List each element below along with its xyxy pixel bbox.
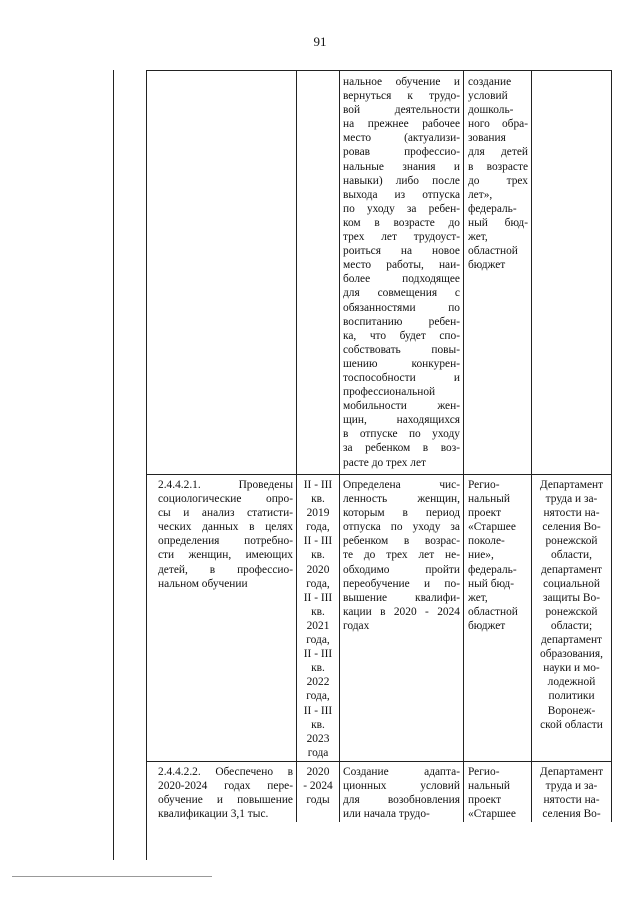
text-line: 2022 [306, 676, 330, 689]
text-line: кв. [311, 605, 325, 618]
text-line: «Старшее [468, 521, 516, 534]
text-line: защиты Во- [543, 591, 600, 604]
row1-result-cell [343, 478, 460, 633]
row1-period-cell [299, 478, 337, 760]
text-line: года, [306, 634, 330, 647]
text-line: в возрасте [468, 160, 528, 173]
text-line: труда и за- [545, 493, 598, 506]
text-line: жет, [468, 231, 488, 244]
text-line: образования, [540, 648, 603, 661]
text-line: кв. [311, 493, 325, 506]
text-line: бюджет [468, 619, 506, 632]
text-line: кв. [311, 549, 325, 562]
text-line: нятости на- [543, 794, 600, 807]
text-line: по уходу за ребен- [343, 202, 460, 215]
text-line: нальный [468, 780, 510, 793]
text-line: II - III [303, 648, 333, 661]
text-line: нятости на- [543, 507, 600, 520]
text-line: области, [551, 549, 592, 562]
row2-responsible-lines [533, 765, 610, 821]
text-line: Департамент [539, 766, 604, 778]
text-line: науки и мо- [543, 662, 600, 675]
text-line: областной [468, 245, 518, 258]
text-line: Регио- [468, 479, 500, 491]
text-line: лет», [468, 188, 493, 201]
grid-line [463, 70, 464, 822]
grid-line [146, 70, 147, 860]
text-line: ние», [468, 549, 494, 562]
row1-period-lines [299, 478, 337, 760]
text-line: 2020 [306, 766, 330, 778]
text-line: место (актуализи- [343, 132, 460, 145]
text-line: детей, в профессио- [158, 563, 293, 576]
text-line: или начала трудо- [343, 808, 430, 821]
text-line: обучение и повышение [158, 794, 293, 807]
text-line: место работы, наи- [343, 259, 460, 272]
row2-responsible-cell [533, 765, 610, 821]
text-line: нальный [468, 493, 510, 506]
row1-responsible-lines [533, 478, 610, 732]
text-line: года, [306, 690, 330, 703]
continued-source-lines [468, 75, 528, 272]
text-line: собствовать повы- [343, 343, 460, 356]
text-line: сы и анализ статисти- [158, 507, 293, 520]
text-line: департамент [540, 563, 603, 576]
text-line: годы [306, 794, 330, 807]
text-line: поколе- [468, 535, 505, 548]
text-line: для детей [468, 146, 528, 159]
grid-line [296, 70, 297, 822]
text-line: ком в возрасте до [343, 216, 460, 229]
text-line: щин, находящихся [343, 414, 460, 427]
text-line: которым в период [343, 507, 460, 520]
row2-source-lines [468, 765, 528, 821]
text-line: годах [343, 619, 370, 632]
row1-source-lines [468, 478, 528, 633]
text-line: нальные знания и [343, 160, 460, 173]
text-line: Создание адапта- [343, 766, 460, 778]
text-line: II - III [303, 591, 333, 604]
row1-measure-lines [158, 478, 293, 591]
text-line: селения Во- [542, 808, 601, 821]
text-line: года, [306, 521, 330, 534]
text-line: выхода из отпуска [343, 188, 460, 201]
text-line: в отпуске по уходу [343, 428, 460, 441]
text-line: II - III [303, 535, 333, 548]
text-line: мобильности жен- [343, 400, 460, 413]
text-line: для совмещения с [343, 287, 460, 300]
text-line: до трех [468, 174, 528, 187]
row2-measure-lines [158, 765, 293, 821]
text-line: ный бюд- [468, 216, 528, 229]
text-line: вышение квалифи- [343, 591, 460, 604]
text-line: Регио- [468, 766, 500, 778]
text-line: бюджет [468, 259, 506, 272]
text-line: Определена чис- [343, 479, 460, 491]
text-line: навыки) либо после [343, 174, 460, 187]
text-line: сти женщин, имеющих [158, 549, 293, 562]
text-line: лодежной [547, 676, 596, 689]
text-line: года [307, 746, 329, 759]
row2-result-lines [343, 765, 460, 821]
text-line: проект [468, 507, 502, 520]
text-line: департамент [540, 634, 603, 647]
text-line: жет, [468, 591, 488, 604]
text-line: - 2024 [303, 780, 333, 793]
text-line: ленность женщин, [343, 493, 460, 506]
text-line: II - III [303, 704, 333, 717]
text-line: социологические опро- [158, 493, 293, 506]
text-line: кв. [311, 662, 325, 675]
continued-source-cell [468, 75, 528, 272]
text-line: те до трех лет не- [343, 549, 460, 562]
text-line: 2020 [306, 563, 330, 576]
text-line: более подходящее [343, 273, 460, 286]
text-line: области; [550, 619, 593, 632]
row1-responsible-cell [533, 478, 610, 732]
text-line: ребенком в возрас- [343, 535, 460, 548]
text-line: создание [468, 76, 512, 88]
row2-source-cell [468, 765, 528, 821]
text-line: профессиональной [343, 386, 436, 399]
text-line: ка, что будет спо- [343, 329, 460, 342]
text-line: на прежнее рабочее [343, 118, 460, 131]
text-line: тоспособности и [343, 371, 460, 384]
text-line: квалификации 3,1 тыс. [158, 808, 269, 821]
text-line: ный бюд- [468, 577, 515, 590]
text-line: 2.4.4.2.1. Проведены [158, 479, 293, 491]
row1-source-cell [468, 478, 528, 633]
text-line: переобучение и по- [343, 577, 460, 590]
text-line: федераль- [468, 202, 517, 215]
row2-period-lines [299, 765, 337, 807]
text-line: определения потребно- [158, 535, 293, 548]
text-line: расте до трех лет [343, 456, 427, 469]
text-line: кации в 2020 - 2024 [343, 605, 460, 618]
text-line: селения Во- [542, 521, 601, 534]
text-line: нальном обучении [158, 577, 248, 590]
text-line: труда и за- [545, 780, 598, 793]
text-line: ческих данных в целях [158, 521, 293, 534]
text-line: 2.4.4.2.2. Обеспечено в [158, 766, 293, 778]
text-line: дошколь- [468, 104, 514, 117]
text-line: 2021 [306, 619, 330, 632]
text-line: обходимо пройти [343, 563, 460, 576]
footnote-separator [12, 876, 212, 877]
row2-measure-cell [158, 765, 293, 821]
grid-line [146, 70, 612, 71]
text-line: обязанностями по [343, 301, 460, 314]
text-line: «Старшее [468, 808, 516, 821]
text-line: года, [306, 577, 330, 590]
text-line: социальной [543, 577, 600, 590]
continued-result-cell [343, 75, 460, 470]
text-line: нальное обучение и [343, 76, 460, 88]
grid-line [611, 70, 612, 822]
text-line: кв. [311, 718, 325, 731]
grid-line [531, 70, 532, 822]
grid-line [113, 70, 114, 860]
text-line: 2023 [306, 732, 330, 745]
text-line: условий [468, 90, 508, 103]
text-line: отпуска по уходу за [343, 521, 460, 534]
text-line: областной [468, 605, 518, 618]
text-line: для возобновления [343, 794, 460, 807]
text-line: ционных условий [343, 780, 460, 793]
text-line: трех лет трудоуст- [343, 231, 460, 244]
text-line: политики [548, 690, 595, 703]
text-line: вой деятельности [343, 104, 460, 117]
text-line: роиться на новое [343, 245, 460, 258]
row2-period-cell [299, 765, 337, 807]
text-line: ного обра- [468, 118, 528, 131]
grid-line [146, 761, 612, 762]
text-line: воспитанию ребен- [343, 315, 460, 328]
row1-result-lines [343, 478, 460, 633]
text-line: 2019 [306, 507, 330, 520]
text-line: II - III [303, 479, 333, 491]
row1-measure-cell [158, 478, 293, 591]
text-line: шению конкурен- [343, 357, 460, 370]
text-line: за ребенком в воз- [343, 442, 460, 455]
text-line: федераль- [468, 563, 517, 576]
text-line: вернуться к трудо- [343, 90, 460, 103]
page-number: 91 [313, 34, 327, 49]
grid-line [146, 474, 612, 475]
text-line: ронежской [545, 605, 598, 618]
text-line: зования [468, 132, 506, 145]
grid-line [339, 70, 340, 822]
text-line: 2020-2024 годах пере- [158, 780, 293, 793]
text-line: ровав профессио- [343, 146, 460, 159]
text-line: Департамент [539, 479, 604, 491]
text-line: ронежской [545, 535, 598, 548]
row2-result-cell [343, 765, 460, 821]
text-line: проект [468, 794, 502, 807]
text-line: Воронеж- [547, 704, 596, 717]
continued-result-lines [343, 75, 460, 470]
text-line: ской области [540, 718, 603, 731]
